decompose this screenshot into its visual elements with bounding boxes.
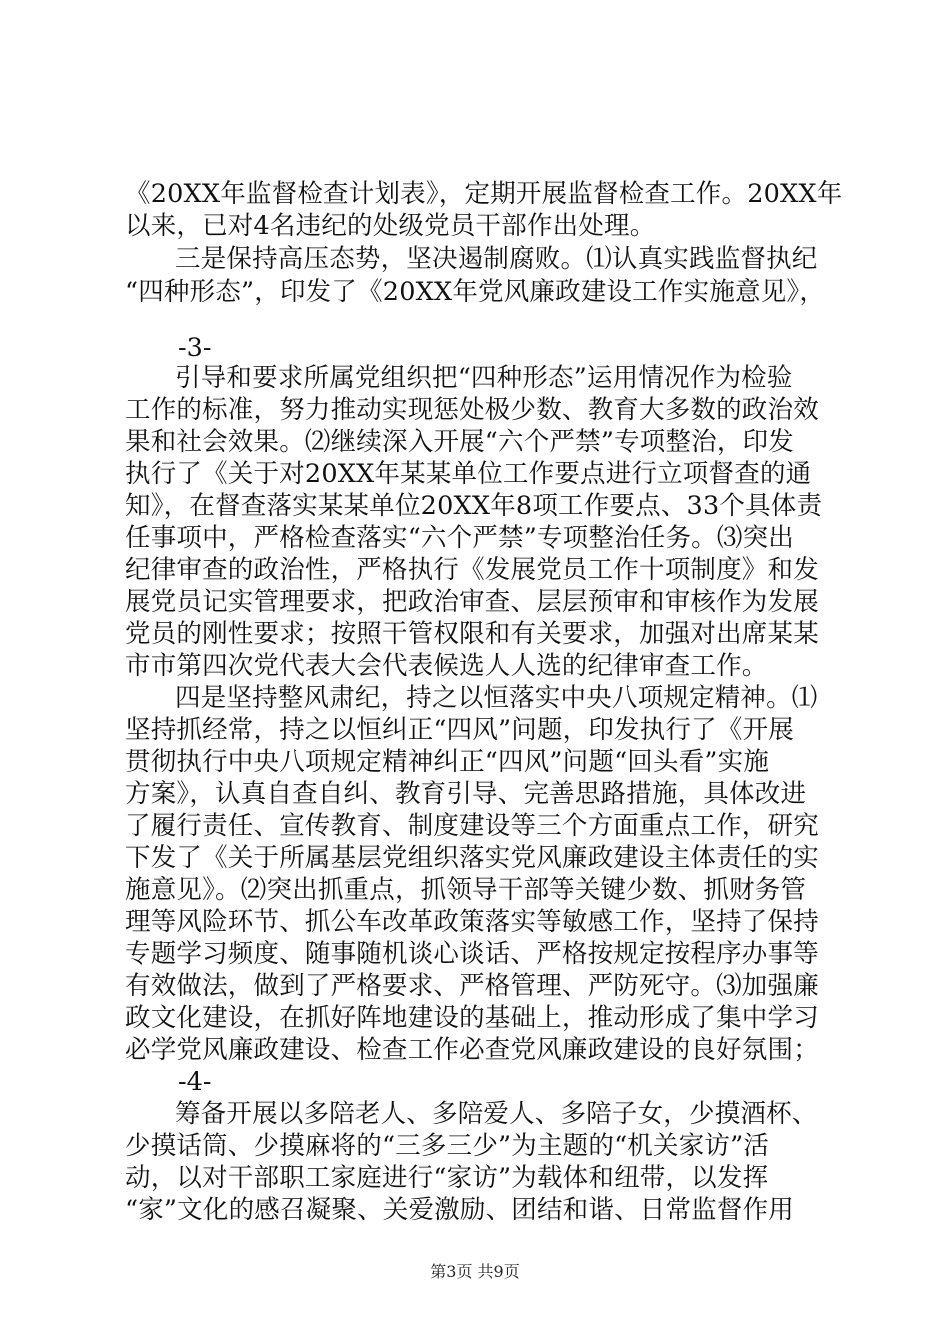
text-line: 施意见》。⑵突出抓重点，抓领导干部等关键少数、抓财务管 xyxy=(125,875,807,905)
page-number-marker: -3- xyxy=(178,333,212,363)
text-line: 党员的刚性要求；按照干管权限和有关要求，加强对出席某某 xyxy=(125,619,819,649)
text-line: 知》，在督查落实某某单位20XX年8项工作要点、33个具体责 xyxy=(125,491,823,521)
paragraph-start-line: 筹备开展以多陪老人、多陪爱人、多陪子女，少摸酒杯、 xyxy=(175,1099,818,1129)
text-line: 政文化建设，在抓好阵地建设的基础上，推动形成了集中学习 xyxy=(125,1003,819,1033)
text-line: 动，以对干部职工家庭进行“家访”为载体和纽带，以发挥 xyxy=(125,1163,769,1193)
text-line: 任事项中，严格检查落实“六个严禁”专项整治任务。⑶突出 xyxy=(125,523,794,553)
text-line: 工作的标准，努力推动实现惩处极少数、教育大多数的政治效 xyxy=(125,395,819,425)
text-line: 纪律审查的政治性，严格执行《发展党员工作十项制度》和发 xyxy=(125,555,819,585)
page-footer: 第3页 共9页 xyxy=(430,1262,520,1281)
text-line: 了履行责任、宣传教育、制度建设等三个方面重点工作，研究 xyxy=(125,811,819,841)
text-line: 下发了《关于所属基层党组织落实党风廉政建设主体责任的实 xyxy=(125,843,819,873)
paragraph-start-line: 四是坚持整风肃纪，持之以恒落实中央八项规定精神。⑴ xyxy=(175,683,818,713)
text-line: 市市第四次党代表大会代表候选人人选的纪律审查工作。 xyxy=(125,651,768,681)
text-line: 方案》，认真自查自纠、教育引导、完善思路措施，具体改进 xyxy=(125,779,807,809)
page-number-marker: -4- xyxy=(178,1067,212,1097)
text-line: 必学党风廉政建设、检查工作必查党风廉政建设的良好氛围； xyxy=(125,1035,819,1065)
text-line: 坚持抓经常，持之以恒纠正“四风”问题，印发执行了《开展 xyxy=(125,715,794,745)
text-line: 少摸话筒、少摸麻将的“三多三少”为主题的“机关家访”活 xyxy=(125,1131,770,1161)
text-line: 贯彻执行中央八项规定精神纠正“四风”问题“回头看”实施 xyxy=(125,747,770,777)
paragraph-start-line: 三是保持高压态势，坚决遏制腐败。⑴认真实践监督执纪 xyxy=(175,244,818,274)
text-line: “家”文化的感召凝聚、关爱激励、团结和谐、日常监督作用 xyxy=(125,1195,794,1225)
text-line: 果和社会效果。⑵继续深入开展“六个严禁”专项整治，印发 xyxy=(125,427,794,457)
text-line: 以来，已对4名违纪的处级党员干部作出处理。 xyxy=(125,211,656,241)
text-line: 理等风险环节、抓公车改革政策落实等敏感工作，坚持了保持 xyxy=(125,907,819,937)
text-line: 执行了《关于对20XX年某某单位工作要点进行立项督查的通 xyxy=(125,459,812,489)
text-line: 引导和要求所属党组织把“四种形态”运用情况作为检验 xyxy=(175,363,793,393)
text-line: 有效做法，做到了严格要求、严格管理、严防死守。⑶加强廉 xyxy=(125,971,819,1001)
text-line: 《20XX年监督检查计划表》，定期开展监督检查工作。20XX年 xyxy=(125,179,843,209)
text-line: 展党员记实管理要求，把政治审查、层层预审和审核作为发展 xyxy=(125,587,819,617)
text-line: 专题学习频度、随事随机谈心谈话、严格按规定按程序办事等 xyxy=(125,939,819,969)
text-line: “四种形态”，印发了《20XX年党风廉政建设工作实施意见》， xyxy=(125,277,826,307)
